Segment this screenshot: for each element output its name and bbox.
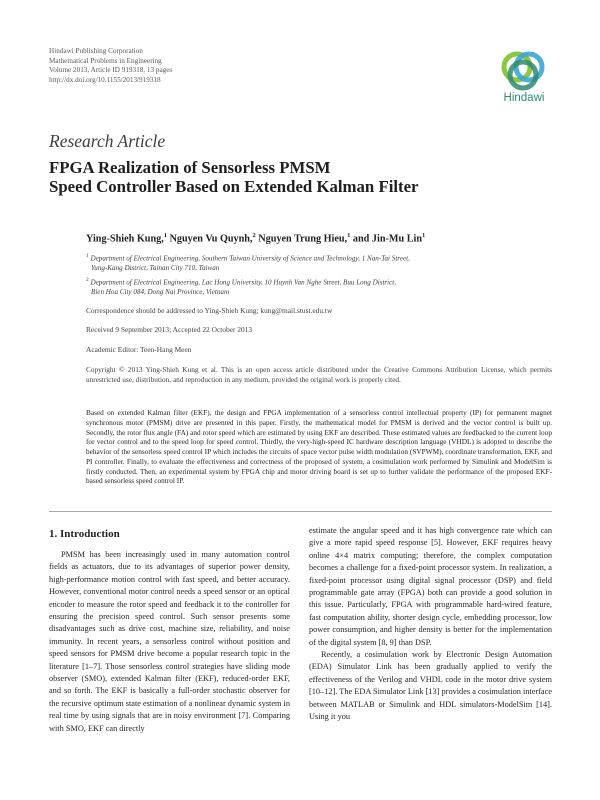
doi-link[interactable]: http://dx.doi.org/10.1155/2013/919318	[49, 75, 161, 84]
body-column-right	[309, 525, 552, 724]
journal-name: Mathematical Problems in Engineering	[49, 56, 162, 65]
author-name: Nguyen Vu Quynh,	[169, 233, 253, 245]
author-name: and Jin-Mu Lin	[352, 233, 422, 245]
author-affiliation-mark: 2	[252, 232, 256, 239]
article-type: Research Article	[49, 131, 166, 151]
affiliation-line: Bien Hoa City 084, Dong Nai Province, Vietnam	[91, 287, 230, 296]
received-accepted-dates: Received 9 September 2013; Accepted 22 October 2013	[86, 325, 253, 334]
author-affiliation-mark: 1	[163, 232, 168, 239]
author-affiliation-mark: 1	[422, 232, 426, 239]
volume-info: Volume 2013, Article ID 919318, 13 pages	[49, 66, 173, 75]
abstract: Based on extended Kalman filter (EKF), the design and FPGA implementation of a sensorless control intellectual property (IP) for permanent magnet synchronous motor (PMSM) drive are presented in this paper. Firstly, the mathematical model for PMSM is derived and the vector control is built up. Secondly, the rotor flux angle (FA) and rotor speed which are estimated by using EKF are described. These estimated values are feedbacked to the current loop for vector control and to the speed loop for speed control. Thirdly, the very-high-speed IC hardware description language (VHDL) is adopted to describe the behavior of the sensorless speed control IP which includes the circuits of space vector pulse width modulation (SVPWM), coordinate transformation, EKF, and PI controller. Finally, to evaluate the effectiveness and correctness of the proposed of system, a cosimulation work performed by Simulink and ModelSim is firstly conducted. Then, an experimental system by FPGA chip and motor driving board is set up to further validate the performance of the proposed EKF-based sensorless speed control IP.	[86, 408, 552, 486]
author-affiliation-mark: 1	[347, 232, 351, 239]
body-paragraph: Recently, a cosimulation work by Electronic Design Automation (EDA) Simulator Link has been gradually applied to verify the effectiveness of the Verilog and VHDL code in the motor drive system [10–12]. The EDA Simulator Link [13] provides a cosimulation interface between MATLAB or Simulink and HDL simulators-ModelSim [14]. Using it you	[309, 650, 552, 722]
affiliation-mark: 2	[86, 277, 89, 283]
title-line-2: Speed Controller Based on Extended Kalman Filter	[49, 177, 419, 196]
section-heading: 1. Introduction	[49, 528, 120, 540]
correspondence: Correspondence should be addressed to Ying-Shieh Kung; kung@mail.stust.edu.tw	[86, 306, 333, 315]
affiliation-line: Department of Electrical Engineering, Lac Hong University, 10 Huynh Van Nghe Street, Buu Long District,	[90, 278, 397, 287]
affiliation-line: Department of Electrical Engineering, Southern Taiwan University of Science and Technology, 1 Nan-Tai Street,	[90, 254, 410, 263]
affiliation-2	[86, 276, 516, 297]
academic-editor: Academic Editor: Teen-Hang Meen	[86, 345, 192, 354]
publication-info	[49, 47, 172, 85]
affiliation-mark: 1	[86, 253, 89, 259]
copyright-notice: Copyright © 2013 Ying-Shieh Kung et al. This is an open access article distributed under the Creative Commons Attribution License, which permits unrestricted use, distribution, and reproduction in any medium, provided the original work is properly cited.	[86, 365, 552, 384]
section-divider	[49, 511, 552, 512]
author-name: Nguyen Trung Hieu,	[258, 233, 348, 245]
body-paragraph: estimate the angular speed and it has high convergence rate which can give a more rapid speed response [5]. However, EKF requires heavy online 4×4 matrix computing; therefore, the complex computation becomes a challenge for a fixed-point processor system. In realization, a fixed-point processor using digital signal processor (DSP) and field programmable gate array (FPGA) both can provide a good solution in this issue. Particularly, FPGA with programmable hard-wired feature, fast computation ability, shorter design cycle, embedding processor, low power consumption, and higher density is better for the implementation of the digital system [8, 9] than DSP.	[309, 526, 552, 647]
body-column-left	[49, 549, 290, 735]
affiliation-line: Yung-Kang District, Tainan City 710, Taiwan	[91, 263, 220, 272]
author-name: Ying-Shieh Kung,	[86, 233, 164, 245]
title-line-1: FPGA Realization of Sensorless PMSM	[49, 158, 331, 177]
paper-title	[49, 158, 529, 196]
body-paragraph: PMSM has been increasingly used in many automation control fields as actuators, due to its advantages of superior power density, high-performance motion control with fast speed, and better accuracy. However, conventional motor control needs a speed sensor or an optical encoder to measure the rotor speed and feedback it to the controller for ensuring the precision speed control. Such sensor presents some disadvantages such as drive cost, machine size, reliability, and noise immunity. In recent years, a sensorless control without position and speed sensors for PMSM drive become a popular research topic in the literature [1–7]. Those sensorless control strategies have sliding mode observer (SMO), extended Kalman filter (EKF), reduced-order EKF, and so forth. The EKF is basically a full-order stochastic observer for the recursive optimum state estimation of a nonlinear dynamic system in real time by using signals that are in noisy environment [7]. Comparing with SMO, EKF can directly	[49, 550, 291, 733]
author-list	[86, 232, 425, 244]
logo-text: Hindawi	[503, 92, 545, 104]
affiliation-1	[86, 252, 516, 273]
publisher-name: Hindawi Publishing Corporation	[49, 47, 143, 55]
